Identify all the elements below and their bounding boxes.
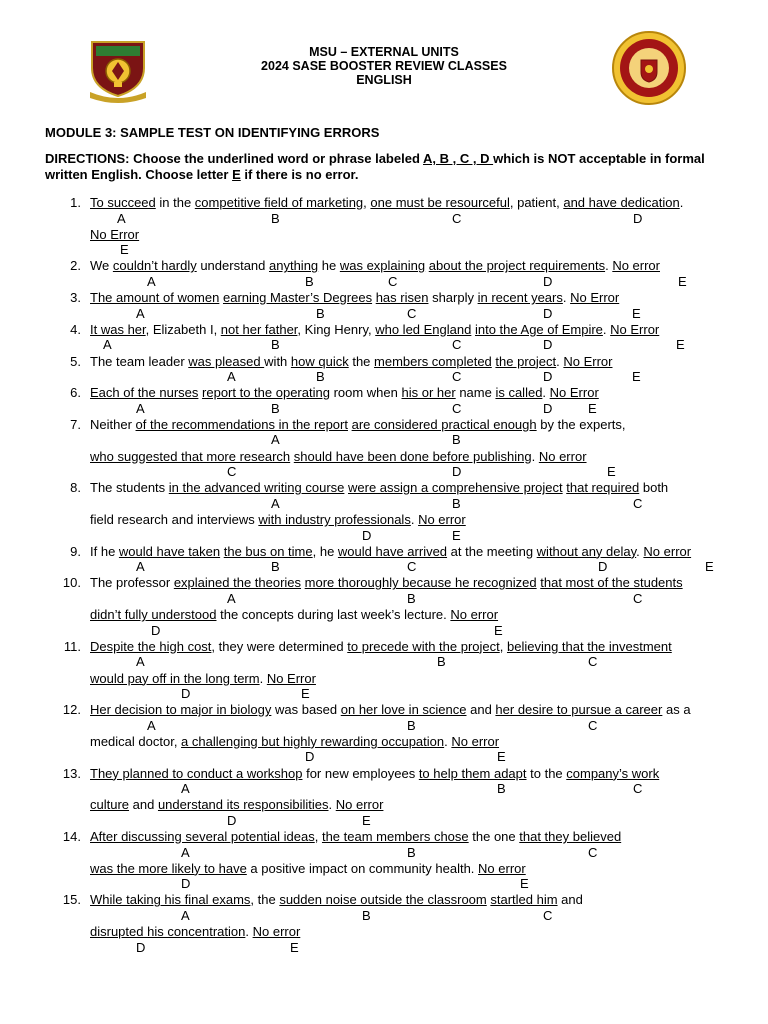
sentence-text: . [245, 924, 253, 940]
option-letter-d: D [633, 210, 643, 226]
option-letter-b: B [497, 781, 506, 797]
underlined-option: of the recommendations in the report [135, 416, 348, 432]
sentence-text: The professor [90, 575, 174, 591]
underlined-option: No Error [570, 290, 620, 306]
question-number: 11. [63, 638, 81, 654]
sentence-text: , he [312, 543, 338, 559]
underlined-option: one must be resourceful [370, 195, 510, 210]
underlined-option: anything [269, 258, 319, 274]
sentence-text: , [314, 829, 322, 844]
sentence-text: was based [271, 702, 341, 718]
module-title: MODULE 3: SAMPLE TEST ON IDENTIFYING ERRORS [45, 125, 380, 140]
option-letter-a: A [181, 907, 190, 923]
sentence-text: . [328, 797, 336, 813]
header-line-3: ENGLISH [356, 73, 412, 87]
question-line [90, 639, 672, 654]
sentence-text: . [531, 448, 539, 464]
underlined-option: No error [450, 607, 499, 623]
underlined-option: No error [478, 860, 526, 876]
option-letter-e: E [362, 812, 371, 828]
underlined-option: members completed [374, 353, 492, 369]
underlined-option: They planned to conduct a workshop [90, 765, 303, 781]
sentence-text: , King Henry, [297, 321, 376, 337]
sentence-text: . [259, 670, 267, 686]
underlined-option: Each of the nurses [90, 385, 199, 401]
sentence-text: and [129, 797, 158, 813]
left-logo-crest-icon [86, 38, 150, 104]
underlined-option: who led England [375, 321, 472, 337]
option-letter-b: B [316, 305, 325, 321]
underlined-option: on her love in science [340, 702, 467, 718]
option-letter-e: E [494, 622, 503, 638]
question-line [90, 766, 659, 781]
underlined-option: No error [252, 924, 301, 940]
question-line [90, 322, 659, 337]
underlined-option: earning Master’s Degrees [222, 290, 373, 306]
sentence-text: . [542, 385, 550, 401]
option-letter-a: A [271, 432, 280, 448]
option-letter-d: D [543, 337, 553, 353]
underlined-option: It was her [90, 321, 146, 337]
directions-letter-e: E [232, 167, 241, 182]
option-letter-b: B [437, 654, 446, 670]
question-line [90, 258, 660, 273]
option-letter-a: A [136, 654, 145, 670]
sentence-text: We [90, 258, 113, 274]
sentence-text: . [679, 195, 684, 210]
option-letter-e: E [607, 464, 616, 480]
question-line [90, 829, 621, 844]
underlined-option: No Error [266, 670, 316, 686]
sentence-text: the one [468, 829, 520, 844]
option-letter-d: D [598, 559, 608, 575]
option-letter-e: E [497, 749, 506, 765]
option-letter-a: A [227, 369, 236, 384]
underlined-option: to precede with the project [347, 638, 500, 654]
question-number: 7. [70, 416, 81, 432]
option-letter-c: C [407, 305, 417, 321]
sentence-text: medical doctor, [90, 733, 182, 749]
option-letter-e: E [301, 686, 310, 701]
sentence-text: . [410, 512, 419, 527]
option-letter-b: B [407, 590, 416, 606]
underlined-option: was the more likely to have [90, 860, 247, 876]
option-letter-c: C [588, 654, 598, 670]
underlined-option: would have arrived [337, 543, 448, 559]
directions-text-2: which is NOT acceptable in formal written English. Choose letter [45, 151, 705, 182]
underlined-option: No error [335, 797, 384, 813]
sentence-text: . [562, 290, 571, 306]
sentence-text: name [455, 385, 496, 401]
option-letter-b: B [452, 432, 461, 448]
sentence-text: . [605, 258, 613, 274]
underlined-option: his or her [401, 385, 456, 401]
option-letter-a: A [136, 400, 145, 416]
underlined-option: While taking his final exams [90, 892, 251, 908]
option-letter-d: D [151, 622, 161, 638]
option-letter-e: E [678, 273, 687, 289]
option-letter-b: B [271, 400, 280, 416]
sentence-text: a positive impact on community health. [246, 860, 479, 876]
option-letter-c: C [633, 590, 643, 606]
sentence-text: If he [90, 543, 119, 559]
option-letter-c: C [452, 337, 462, 353]
question-number: 14. [62, 829, 81, 844]
question-line [90, 797, 383, 812]
option-letter-c: C [452, 210, 462, 226]
question-number: 5. [70, 353, 81, 369]
underlined-option: startled him [490, 892, 558, 908]
directions-text-3: if there is no error. [240, 167, 359, 182]
underlined-option: report to the operating [202, 385, 330, 401]
question-line [90, 449, 587, 464]
question-line [90, 924, 300, 939]
sentence-text: sharply [428, 290, 478, 306]
sentence-text: The team leader [90, 353, 189, 369]
question-line [90, 290, 619, 305]
underlined-option: has risen [375, 290, 429, 306]
question-number: 3. [70, 290, 81, 306]
option-letter-d: D [227, 812, 237, 828]
question-line [90, 544, 691, 559]
underlined-option: to help them adapt [418, 765, 527, 781]
sentence-text: , patient, [509, 195, 564, 210]
question-line [90, 734, 499, 749]
option-letter-a: A [227, 590, 236, 606]
underlined-option: No Error [549, 385, 599, 401]
underlined-option: and have dedication [563, 195, 680, 210]
question-line [90, 702, 691, 717]
underlined-option: didn’t fully understood [90, 607, 217, 623]
option-letter-a: A [117, 210, 126, 226]
option-letter-b: B [316, 369, 325, 384]
underlined-option: not her father [220, 321, 298, 337]
sentence-text: understand [196, 258, 269, 274]
underlined-option: No Error [90, 226, 140, 242]
option-letter-b: B [407, 844, 416, 860]
underlined-option: sudden noise outside the classroom [279, 892, 487, 908]
sentence-text: , the [250, 892, 280, 908]
underlined-option: was pleased [188, 353, 265, 369]
option-letter-e: E [120, 242, 129, 258]
option-letter-b: B [271, 210, 280, 226]
question-number: 1. [70, 195, 81, 210]
question-number: 6. [70, 385, 81, 401]
underlined-option: explained the theories [173, 575, 302, 591]
option-letter-d: D [543, 400, 553, 416]
sentence-text: in the [155, 195, 195, 210]
underlined-option: The amount of women [90, 290, 220, 306]
option-letter-c: C [543, 907, 553, 923]
sentence-text: with [264, 353, 291, 369]
option-letter-d: D [362, 527, 372, 543]
option-letter-d: D [181, 876, 191, 892]
underlined-option: are considered practical enough [351, 416, 537, 432]
option-letter-d: D [543, 369, 553, 384]
header-line-2: 2024 SASE BOOSTER REVIEW CLASSES [261, 59, 507, 73]
underlined-option: that they believed [519, 829, 622, 844]
option-letter-e: E [452, 527, 461, 543]
underlined-option: No Error [610, 321, 660, 337]
option-letter-c: C [388, 273, 398, 289]
underlined-option: No Error [563, 353, 613, 369]
option-letter-a: A [147, 273, 156, 289]
underlined-option: that required [566, 480, 640, 496]
underlined-option: company’s work [566, 765, 660, 781]
option-letter-c: C [633, 781, 643, 797]
sentence-text: Neither [90, 416, 136, 432]
option-letter-b: B [305, 273, 314, 289]
option-letter-a: A [271, 495, 280, 511]
underlined-option: After discussing several potential ideas [90, 829, 315, 844]
option-letter-b: B [271, 559, 280, 575]
option-letter-e: E [676, 337, 685, 353]
option-letter-b: B [362, 907, 371, 923]
question-line [90, 195, 683, 210]
underlined-option: No error [451, 733, 500, 749]
option-letter-e: E [632, 369, 641, 384]
underlined-option: understand its responsibilities [157, 797, 329, 813]
sentence-text: , Elizabeth I, [145, 321, 221, 337]
option-letter-a: A [181, 844, 190, 860]
sentence-text: and [557, 892, 583, 908]
directions-text-1: DIRECTIONS: Choose the underlined word or phrase labeled [45, 151, 424, 166]
option-letter-d: D [305, 749, 315, 765]
sentence-text: the concepts during last week’s lecture. [216, 607, 451, 623]
directions [45, 151, 725, 183]
underlined-option: in the advanced writing course [168, 480, 345, 496]
right-logo-seal-icon [611, 30, 687, 106]
underlined-option: without any delay [536, 543, 637, 559]
question-number: 9. [70, 543, 81, 559]
underlined-option: that most of the students [540, 575, 683, 591]
question-line [90, 671, 316, 686]
sentence-text: room when [329, 385, 402, 401]
option-letter-e: E [632, 305, 641, 321]
sentence-text: , [499, 638, 507, 654]
underlined-option: with industry professionals [258, 512, 411, 527]
sentence-text: for new employees [302, 765, 419, 781]
underlined-option: No error [643, 543, 692, 559]
underlined-option: No error [612, 258, 660, 274]
sentence-text: by the experts, [536, 416, 626, 432]
underlined-option: Her decision to major in biology [90, 702, 272, 718]
underlined-option: disrupted his concentration [90, 924, 246, 940]
underlined-option: To succeed [90, 195, 156, 210]
question-line [90, 417, 626, 432]
option-letter-c: C [407, 559, 417, 575]
option-letter-c: C [227, 464, 237, 480]
question-line [90, 861, 526, 876]
underlined-option: who suggested that more research [90, 448, 291, 464]
underlined-option: the bus on time [223, 543, 313, 559]
sentence-text: field research and interviews [90, 512, 259, 527]
question-number: 15. [62, 892, 81, 908]
option-letter-b: B [407, 717, 416, 733]
question-line [90, 575, 683, 590]
question-line [90, 227, 139, 242]
sentence-text: at the meeting [447, 543, 537, 559]
underlined-option: were assign a comprehensive project [348, 480, 563, 496]
sentence-text: . [636, 543, 644, 559]
underlined-option: believing that the investment [506, 638, 672, 654]
option-letter-a: A [136, 305, 145, 321]
underlined-option: is called [495, 385, 543, 401]
sentence-text: to the [526, 765, 567, 781]
underlined-option: the project [495, 353, 557, 369]
underlined-option: about the project requirements [428, 258, 606, 274]
directions-letters-a-d: A, B , C , D [423, 151, 494, 166]
sentence-text: and [466, 702, 496, 718]
option-letter-c: C [452, 369, 462, 384]
underlined-option: couldn’t hardly [112, 258, 197, 274]
option-letter-d: D [543, 273, 553, 289]
question-line [90, 892, 583, 907]
option-letter-d: D [452, 464, 462, 480]
underlined-option: in recent years [477, 290, 563, 306]
underlined-option: was explaining [339, 258, 426, 274]
sentence-text: . [444, 733, 452, 749]
sentence-text: as a [662, 702, 691, 718]
option-letter-b: B [271, 337, 280, 353]
sentence-text: he [318, 258, 340, 274]
underlined-option: into the Age of Empire [474, 321, 603, 337]
header-line-1: MSU – EXTERNAL UNITS [309, 45, 459, 59]
question-number: 8. [70, 480, 81, 496]
underlined-option: competitive field of marketing [194, 195, 364, 210]
option-letter-d: D [181, 686, 191, 701]
option-letter-c: C [452, 400, 462, 416]
underlined-option: the team members chose [321, 829, 469, 844]
underlined-option: her desire to pursue a career [495, 702, 663, 718]
underlined-option: should have been done before publishing [293, 448, 532, 464]
sentence-text: both [639, 480, 669, 496]
sentence-text: . [602, 321, 611, 337]
sentence-text: the [348, 353, 375, 369]
question-number: 13. [62, 765, 81, 781]
underlined-option: No error [538, 448, 587, 464]
underlined-option: No error [418, 512, 466, 527]
sentence-text: , [363, 195, 371, 210]
question-number: 4. [70, 321, 81, 337]
question-line [90, 354, 612, 369]
option-letter-a: A [136, 559, 145, 575]
sentence-text: . [556, 353, 564, 369]
underlined-option: would pay off in the long term [90, 670, 260, 686]
underlined-option: culture [90, 797, 130, 813]
option-letter-d: D [136, 939, 146, 955]
underlined-option: Despite the high cost [90, 638, 212, 654]
option-letter-a: A [103, 337, 112, 353]
option-letter-e: E [520, 876, 529, 892]
sentence-text: , they were determined [211, 638, 348, 654]
option-letter-c: C [588, 844, 598, 860]
question-number: 2. [70, 258, 81, 274]
option-letter-e: E [705, 559, 714, 575]
option-letter-a: A [181, 781, 190, 797]
option-letter-b: B [452, 495, 461, 511]
option-letter-e: E [588, 400, 597, 416]
option-letter-c: C [633, 495, 643, 511]
question-line [90, 512, 466, 527]
underlined-option: more thoroughly because he recognized [304, 575, 537, 591]
option-letter-c: C [588, 717, 598, 733]
sentence-text: The students [90, 480, 169, 496]
question-line [90, 607, 498, 622]
question-number: 12. [62, 702, 81, 718]
underlined-option: a challenging but highly rewarding occupation [181, 733, 445, 749]
option-letter-a: A [147, 717, 156, 733]
underlined-option: would have taken [118, 543, 221, 559]
option-letter-d: D [543, 305, 553, 321]
question-line [90, 385, 599, 400]
question-line [90, 480, 668, 495]
option-letter-e: E [290, 939, 299, 955]
underlined-option: how quick [290, 353, 349, 369]
question-number: 10. [62, 575, 81, 591]
